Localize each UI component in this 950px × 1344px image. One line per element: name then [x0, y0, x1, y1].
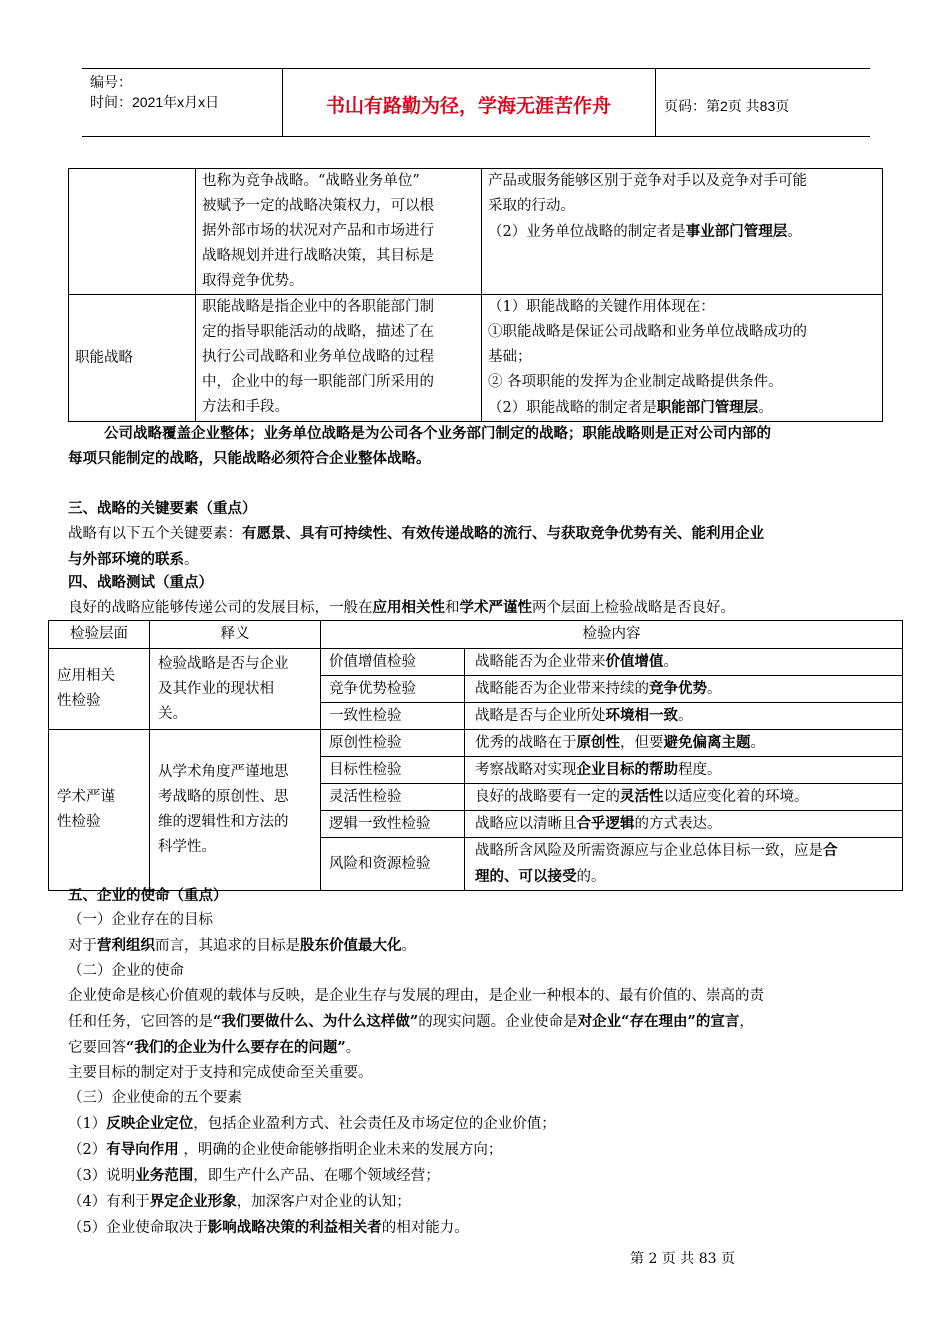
strategy-label: [69, 169, 196, 295]
table-row: [49, 730, 903, 757]
test-content: 战略能否为企业带来持续的竞争优势。: [465, 676, 903, 703]
test-desc: 检验战略是否与企业 及其作业的现状相 关。: [150, 649, 321, 730]
table-row: [49, 649, 903, 676]
strategy-points: （1）职能战略的关键作用体现在： ①职能战略是保证公司战略和业务单位战略成功的 基础； ② 各项职能的发挥为企业制定战略提供条件。 （2）职能战略的制定者是职能部门管理层。: [482, 295, 883, 422]
column-header: 检验内容: [321, 621, 903, 649]
column-header: 检验层面: [49, 621, 150, 649]
summary-paragraph: 公司战略覆盖企业整体；业务单位战略是为公司各个业务部门制定的战略；职能战略则是正对公司内部的 每项只能制定的战略，只能战略必须符合企业整体战略。: [68, 425, 771, 467]
section3-paragraph: 战略有以下五个关键要素：有愿景、具有可持续性、有效传递战略的流行、与获取竞争优势有关、能利用企业 与外部环境的联系。: [68, 525, 764, 568]
column-header: 释义: [150, 621, 321, 649]
page-footer: 第 2 页 共 83 页: [630, 1251, 735, 1267]
test-name: 逻辑一致性检验: [321, 811, 465, 838]
header-date: 时间：2021年x月x日: [90, 94, 220, 110]
strategy-test-table: [48, 620, 903, 891]
test-name: 一致性检验: [321, 703, 465, 730]
section3-title: 三、战略的关键要素（重点）: [68, 500, 257, 517]
header-divider: [655, 68, 656, 136]
header-bottom-rule: [82, 136, 870, 137]
test-content: 良好的战略要有一定的灵活性以适应变化着的环境。: [465, 784, 903, 811]
test-name: 灵活性检验: [321, 784, 465, 811]
table-row: [69, 295, 883, 422]
header-motto: 书山有路勤为径，学海无涯苦作舟: [325, 96, 611, 117]
strategy-points: 产品或服务能够区别于竞争对手以及竞争对手可能 采取的行动。 （2）业务单位战略的制定者是事业部门管理层。: [482, 169, 883, 295]
table-row: [69, 169, 883, 295]
test-content: 战略所含风险及所需资源应与企业总体目标一致，应是合 理的、可以接受的。: [465, 838, 903, 891]
test-content: 战略是否与企业所处环境相一致。: [465, 703, 903, 730]
test-content: 战略应以清晰且合乎逻辑的方式表达。: [465, 811, 903, 838]
strategy-label: 职能战略: [69, 295, 196, 422]
table-header-row: [49, 621, 903, 649]
section5-body: （一）企业存在的目标 对于营利组织而言，其追求的目标是股东价值最大化。 （二）企业的使命 企业使命是核心价值观的载体与反映，是企业生存与发展的理由，是企业一种根本的、最有价值的、崇高的责 任和任务，它回答的是“我们要做什么、为什么这样做”的现实问题。企业使命是对企业“存在理由”的宣言， 它要回答“我们的企业为什么要存在的问题”。 主要目标的制定对于支持和完成使命至关重要。 （三）企业使命的五个要素 （1）反映企业定位，包括企业盈利方式、社会责任及市场定位的企业价值； （2）有导向作用 ，明确的企业使命能够指明企业未来的发展方向； （3）说明业务范围，即生产什么产品、在哪个领域经营； （4）有利于界定企业形象，加深客户对企业的认知； （5）企业使命取决于影响战略决策的利益相关者的相对能力。: [68, 912, 764, 1236]
strategy-table: [68, 168, 883, 422]
test-name: 价值增值检验: [321, 649, 465, 676]
section4-title: 四、战略测试（重点）: [68, 574, 213, 591]
strategy-desc: 职能战略是指企业中的各职能部门制 定的指导职能活动的战略，描述了在 执行公司战略和业务单位战略的过程 中，企业中的每一职能部门所采用的 方法和手段。: [196, 295, 482, 422]
test-name: 原创性检验: [321, 730, 465, 757]
header-number: 编号：: [90, 74, 132, 90]
header-page: 页码：第2页 共83页: [664, 98, 790, 114]
test-name: 目标性检验: [321, 757, 465, 784]
test-name: 风险和资源检验: [321, 838, 465, 891]
test-level: 学术严谨 性检验: [49, 730, 150, 891]
test-desc: 从学术角度严谨地思 考战略的原创性、思 维的逻辑性和方法的 科学性。: [150, 730, 321, 891]
section4-paragraph: 良好的战略应能够传递公司的发展目标，一般在应用相关性和学术严谨性两个层面上检验战略是否良好。: [68, 599, 735, 616]
test-content: 考察战略对实现企业目标的帮助程度。: [465, 757, 903, 784]
header-top-rule: [82, 68, 870, 69]
test-name: 竞争优势检验: [321, 676, 465, 703]
test-level: 应用相关 性检验: [49, 649, 150, 730]
section5-title: 五、企业的使命（重点）: [68, 887, 228, 904]
strategy-desc: 也称为竞争战略。“战略业务单位” 被赋予一定的战略决策权力，可以根 据外部市场的状况对产品和市场进行 战略规划并进行战略决策，其目标是 取得竞争优势。: [196, 169, 482, 295]
test-content: 战略能否为企业带来价值增值。: [465, 649, 903, 676]
test-content: 优秀的战略在于原创性，但要避免偏离主题。: [465, 730, 903, 757]
